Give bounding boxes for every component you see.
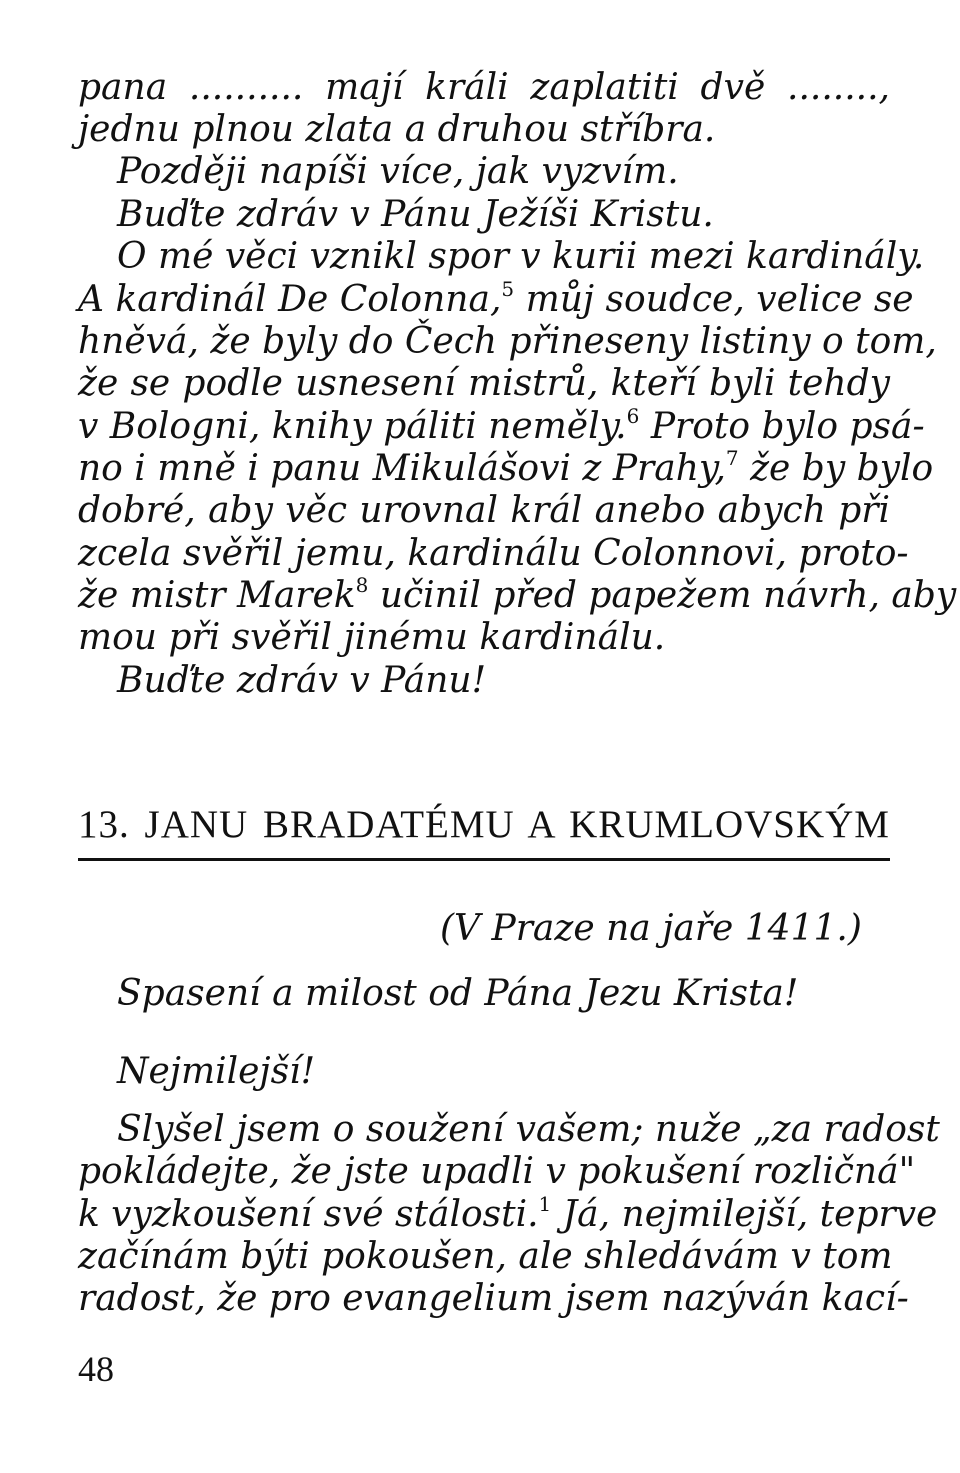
text-line: Později napíši více, jak vyzvím. xyxy=(117,151,679,192)
text-line: O mé věci vznikl spor v kurii mezi kardinály. xyxy=(117,236,925,277)
text-line: hněvá, že byly do Čech přineseny listiny o tom, xyxy=(78,321,937,362)
text-line: mou při svěřil jinému kardinálu. xyxy=(78,617,666,658)
text-line: pokládejte, že jste upadli v pokušení rozličná" xyxy=(78,1151,916,1192)
footnote-marker: 6 xyxy=(626,404,640,428)
text-line: v Bologni, knihy páliti neměly.$^6$ Proto bylo psá- xyxy=(78,404,925,447)
text-line: jednu plnou zlata a druhou stříbra. xyxy=(78,109,716,150)
text-line: Buďte zdráv v Pánu! xyxy=(117,660,487,701)
footnote-marker: 8 xyxy=(355,573,369,597)
text-line: dobré, aby věc urovnal král anebo abych při xyxy=(78,490,890,531)
heading-rule xyxy=(78,858,890,861)
text-line: Buďte zdráv v Pánu Ježíši Kristu. xyxy=(117,194,714,235)
page-number: 48 xyxy=(78,1349,114,1389)
text-line: A kardinál De Colonna,$^5$ můj soudce, velice se xyxy=(78,277,914,320)
text-line: k vyzkoušení své stálosti.$^1$ Já, nejmilejší, teprve xyxy=(78,1192,938,1235)
text-line: že se podle usnesení mistrů, kteří byli tehdy xyxy=(78,363,890,404)
footnote-marker: 7 xyxy=(725,446,739,470)
text-line: radost, že pro evangelium jsem nazýván kací- xyxy=(78,1278,909,1319)
text-line: zcela svěřil jemu, kardinálu Colonnovi, proto- xyxy=(78,533,909,574)
section-heading: 13. JANU BRADATÉMU A KRUMLOVSKÝM xyxy=(78,803,890,846)
text-line: Slyšel jsem o soužení vašem; nuže „za radost xyxy=(117,1109,940,1150)
text-line: začínám býti pokoušen, ale shledávám v tom xyxy=(78,1236,893,1277)
greeting: Spasení a milost od Pána Jezu Krista! xyxy=(117,973,799,1014)
dateline: (V Praze na jaře 1411.) xyxy=(440,908,862,949)
footnote-marker: 5 xyxy=(501,277,515,301)
salutation: Nejmilejší! xyxy=(117,1051,316,1092)
text-line: no i mně i panu Mikulášovi z Prahy,$^7$ že by bylo xyxy=(78,446,934,489)
footnote-marker: 1 xyxy=(538,1192,552,1216)
text-line: že mistr Marek$^8$ učinil před papežem návrh, aby xyxy=(78,573,957,616)
text-line: pana .......... mají králi zaplatiti dvě ........, xyxy=(78,67,890,108)
